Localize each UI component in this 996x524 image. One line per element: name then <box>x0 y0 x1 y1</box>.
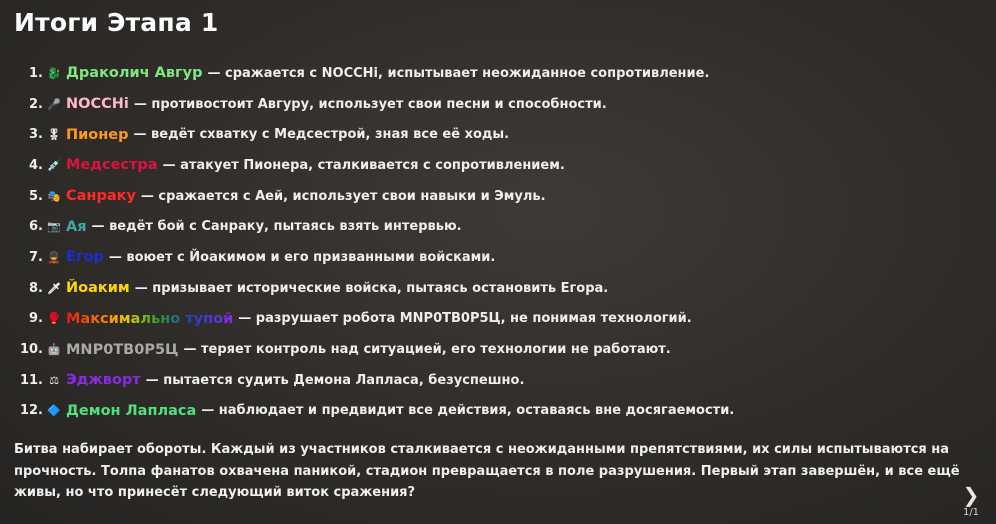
sword-icon: 🗡 <box>47 281 61 295</box>
participant-description: — атакует Пионера, сталкивается с сопротивлением. <box>162 157 565 173</box>
list-item <box>0 334 980 365</box>
participant-description: — пытается судить Демона Лапласа, безуспешно. <box>145 372 525 388</box>
list-item <box>0 273 980 304</box>
participant-name: NOCCHi <box>66 96 129 113</box>
list-item <box>0 58 980 89</box>
participant-description: — разрушает робота MNP0TB0P5Ц, не понимая технологий. <box>238 311 692 327</box>
item-number: 1. <box>29 65 43 81</box>
item-number: 12. <box>19 403 43 419</box>
microphone-icon: 🎤 <box>47 97 61 111</box>
dragon-icon: 🐉 <box>47 66 61 80</box>
participant-description: — ведёт схватку с Медсестрой, зная все её ходы. <box>133 127 510 143</box>
summary-text: Битва набирает обороты. Каждый из участников сталкивается с неожиданными препятствиями, их силы испытываются на прочность. Толпа фанатов охвачена паникой, стадион превращается в поле разрушения. Первый этап завершён, и все ещё живы, но что принесёт следующий виток сражения? <box>14 442 960 500</box>
item-number: 2. <box>29 96 43 112</box>
participant-description: — воюет с Йоакимом и его призванными войсками. <box>108 249 496 265</box>
item-number: 10. <box>19 342 43 358</box>
item-number: 6. <box>29 219 43 235</box>
participant-name: MNP0TB0P5Ц <box>66 341 179 358</box>
list-item <box>0 150 980 181</box>
results-list <box>0 58 980 426</box>
participant-name: Йоаким <box>66 280 130 297</box>
participant-description: — наблюдает и предвидит все действия, оставаясь вне досягаемости. <box>201 403 735 419</box>
participant-name: Драколич Авгур <box>66 65 203 82</box>
robot-icon: 🤖 <box>47 343 61 357</box>
participant-name: Демон Лапласа <box>66 402 197 419</box>
list-item <box>0 211 980 242</box>
participant-name: Пионер <box>66 126 129 143</box>
page-title: Итоги Этапа 1 <box>14 8 219 37</box>
participant-description: — призывает исторические войска, пытаясь остановить Егора. <box>134 280 609 296</box>
boxing-glove-icon: 🥊 <box>47 312 61 326</box>
participant-name: Санраку <box>66 188 136 205</box>
list-item <box>0 365 980 396</box>
participant-description: — противостоит Авгуру, использует свои песни и способности. <box>133 96 607 112</box>
item-number: 4. <box>29 157 43 173</box>
list-item <box>0 89 980 120</box>
item-number: 7. <box>29 249 43 265</box>
participant-name: Максимально тупой <box>66 310 234 327</box>
participant-description: — сражается с Аей, использует свои навыки и Эмуль. <box>140 188 546 204</box>
participant-description: — сражается с NOCCHi, испытывает неожиданное сопротивление. <box>207 65 710 81</box>
theater-masks-icon: 🎭 <box>47 189 61 203</box>
scales-icon: ⚖ <box>49 373 59 387</box>
participant-description: — теряет контроль над ситуацией, его технологии не работают. <box>183 342 671 358</box>
medal-icon: 🎖 <box>47 128 61 142</box>
list-item <box>0 181 980 212</box>
syringe-icon: 💉 <box>47 158 61 172</box>
next-page-chevron-icon[interactable]: ❯ <box>962 483 980 507</box>
item-number: 11. <box>19 372 43 388</box>
list-item <box>0 304 980 335</box>
pagination <box>958 485 984 518</box>
item-number: 8. <box>29 280 43 296</box>
guard-icon: 💂 <box>47 250 61 264</box>
participant-name: Эджворт <box>66 372 141 389</box>
list-item <box>0 242 980 273</box>
participant-description: — ведёт бой с Санраку, пытаясь взять интервью. <box>91 219 462 235</box>
item-number: 9. <box>29 311 43 327</box>
list-item <box>0 119 980 150</box>
participant-name: Медсестра <box>66 157 158 174</box>
participant-name: Ая <box>66 218 87 235</box>
list-item <box>0 396 980 427</box>
page-indicator: 1/1 <box>962 507 980 518</box>
item-number: 5. <box>29 188 43 204</box>
camera-icon: 📷 <box>47 220 61 234</box>
blue-diamond-icon: 🔷 <box>47 404 61 418</box>
participant-name: Егор <box>66 249 104 266</box>
item-number: 3. <box>29 127 43 143</box>
